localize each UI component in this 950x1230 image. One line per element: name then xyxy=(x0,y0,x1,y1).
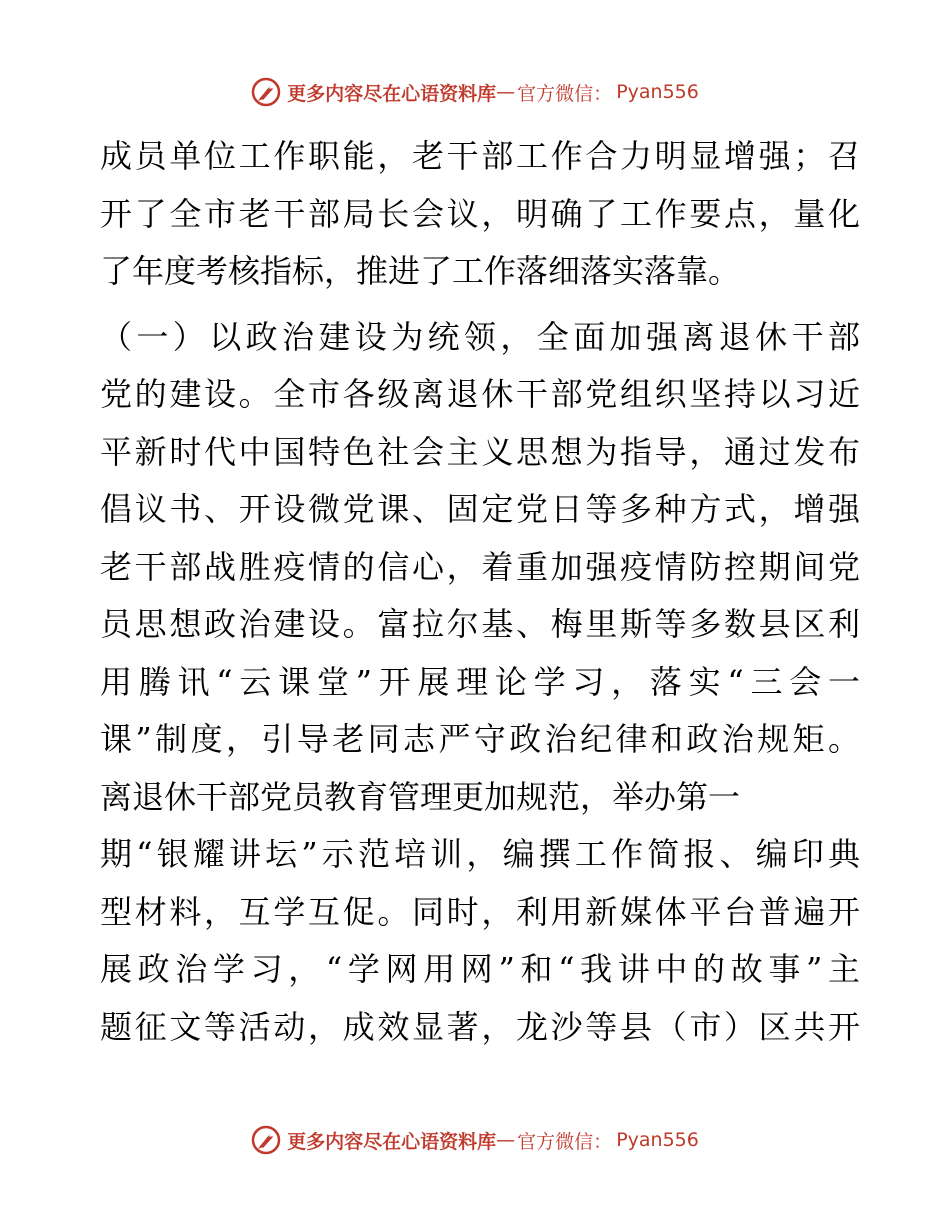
banner-separator: — xyxy=(496,1129,516,1151)
banner-wechat-label: 官方微信： xyxy=(517,82,613,105)
body-line-9: 员思想政治建设。富拉尔基、梅里斯等多数县区利 xyxy=(100,605,860,643)
body-line-3: 了年度考核指标，推进了工作落细落实落靠。 xyxy=(100,252,741,290)
section-heading-line: （一）以政治建设为统领，全面加强离退休干部 xyxy=(100,317,860,356)
body-line-11: 课”制度，引导老同志严守政治纪律和政治规矩。 xyxy=(100,720,860,758)
document-body xyxy=(100,128,860,1056)
body-line-5: 党的建设。全市各级离退休干部党组织坚持以习近 xyxy=(100,375,860,413)
banner-wechat-label: 官方微信： xyxy=(517,1130,613,1153)
header-watermark-banner xyxy=(0,72,950,112)
body-line-6: 平新时代中国特色社会主义思想为指导，通过发布 xyxy=(100,432,860,471)
banner-separator: — xyxy=(496,81,516,103)
body-line-7: 倡议书、开设微党课、固定党日等多种方式，增强 xyxy=(100,490,860,528)
pen-nib-logo-icon xyxy=(251,1125,281,1155)
body-line-1: 成员单位工作职能，老干部工作合力明显增强；召 xyxy=(100,137,860,175)
body-line-2: 开了全市老干部局长会议，明确了工作要点，量化 xyxy=(100,194,860,233)
body-line-14: 型材料，互学互促。同时，利用新媒体平台普遍开 xyxy=(100,892,860,931)
body-line-8: 老干部战胜疫情的信心，着重加强疫情防控期间党 xyxy=(100,547,860,586)
banner-main-text: 更多内容尽在心语资料库 xyxy=(287,1130,497,1153)
body-line-12: 离退休干部党员教育管理更加规范，举办第一 xyxy=(100,777,741,816)
banner-main-text: 更多内容尽在心语资料库 xyxy=(287,82,497,105)
body-line-15: 展政治学习，“学网用网”和“我讲中的故事”主 xyxy=(100,950,860,988)
body-line-13: 期“银耀讲坛”示范培训，编撰工作简报、编印典 xyxy=(100,835,860,873)
banner-wechat-id: Pyan556 xyxy=(616,81,699,103)
pen-nib-logo-icon xyxy=(251,77,281,107)
body-line-10: 用腾讯“云课堂”开展理论学习，落实“三会一 xyxy=(100,662,860,701)
body-line-16: 题征文等活动，成效显著，龙沙等县（市）区共开 xyxy=(100,1007,860,1046)
banner-wechat-id: Pyan556 xyxy=(616,1129,699,1151)
footer-watermark-banner xyxy=(0,1120,950,1160)
